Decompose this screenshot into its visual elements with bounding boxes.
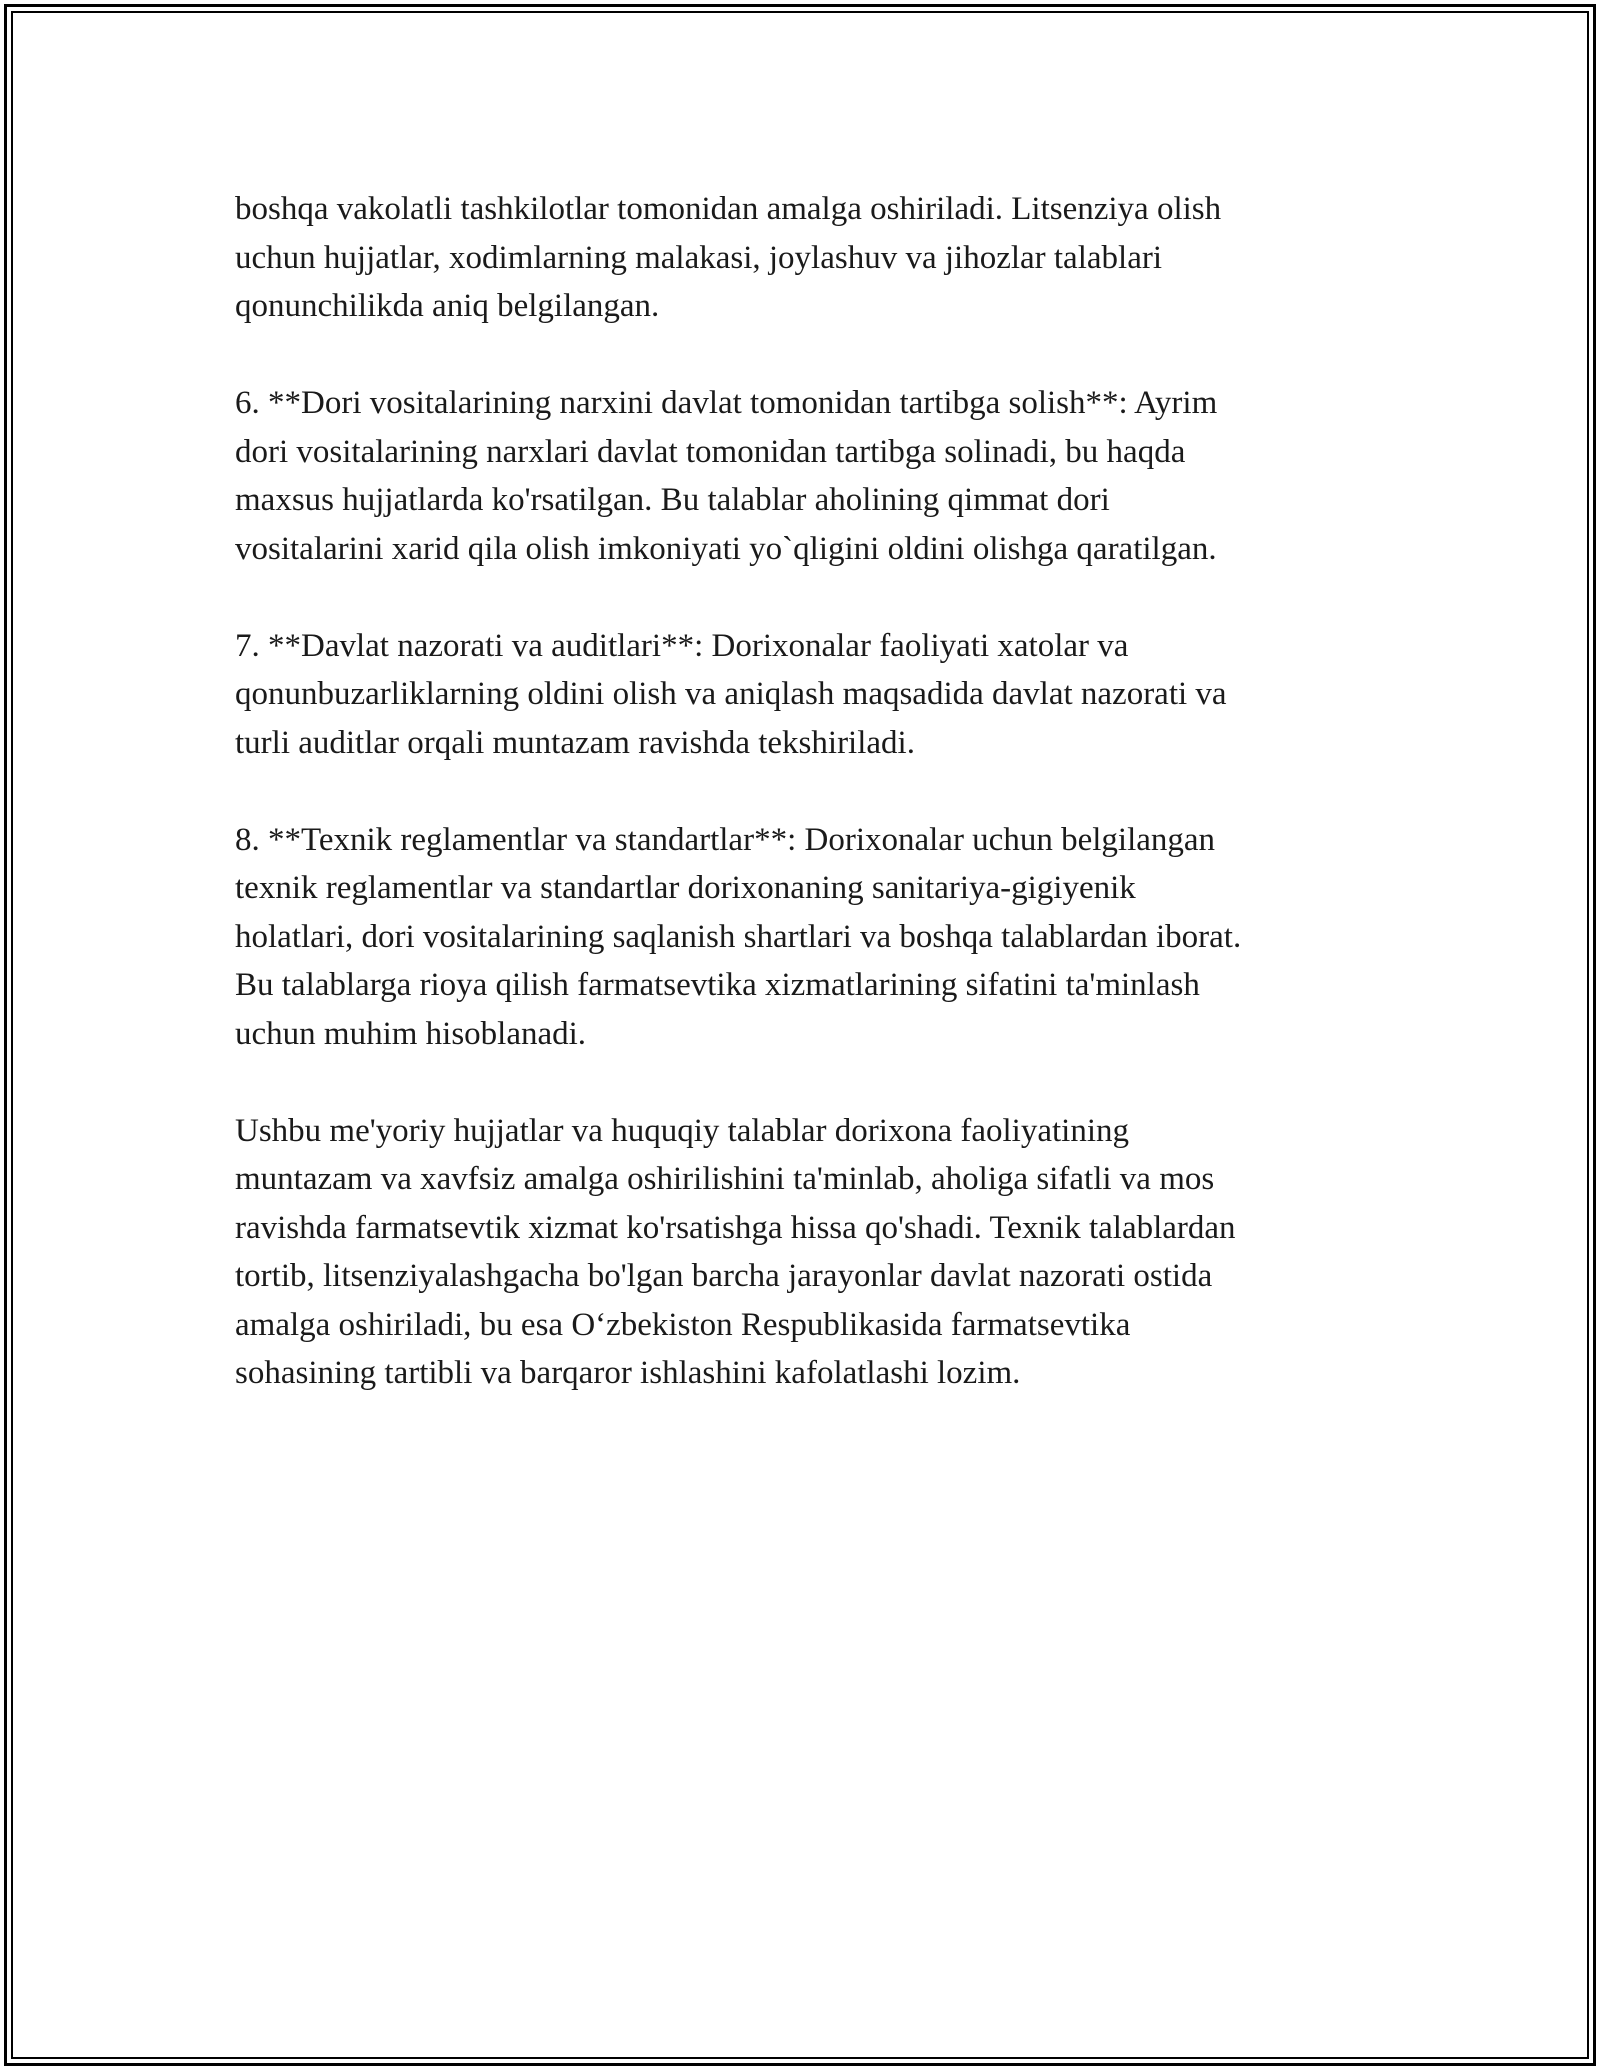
paragraph-item-7-state-control: 7. **Davlat nazorati va auditlari**: Dorixonalar faoliyati xatolar va qonunbuzarliklarning oldini olish va aniqlash maqsadida davlat nazorati va turli auditlar orqali muntazam ravishda tekshiriladi. [235, 627, 1227, 761]
paragraph-conclusion: Ushbu me'yoriy hujjatlar va huquqiy talablar dorixona faoliyatining muntazam va xavfsiz amalga oshirilishini ta'minlab, aholiga sifatli va mos ravishda farmatsevtik xizmat ko'rsatishga hissa qo'shadi. Texnik talablardan tortib, litsenziyalashgacha bo'lgan barcha jarayonlar davlat nazorati ostida amalga oshiriladi, bu esa O‘zbekiston Respublikasida farmatsevtika sohasining tartibli va barqaror ishlashini kafolatlashi lozim. [235, 1112, 1236, 1391]
paragraph-item-8-technical-regulations: 8. **Texnik reglamentlar va standartlar**: Dorixonalar uchun belgilangan texnik reglamentlar va standartlar dorixonaning sanitariya-gigiyenik holatlari, dori vositalarining saqlanish shartlari va boshqa talablardan iborat. Bu talablarga rioya qilish farmatsevtika xizmatlarining sifatini ta'minlash uchun muhim hisoblanadi. [235, 821, 1242, 1052]
paragraph-licensing-continuation: boshqa vakolatli tashkilotlar tomonidan amalga oshiriladi. Litsenziya olish uchun hujjatlar, xodimlarning malakasi, joylashuv va jihozlar talablari qonunchilikda aniq belgilangan. [235, 191, 1222, 324]
document-body [235, 185, 1365, 1446]
paragraph-item-6-price-regulation: 6. **Dori vositalarining narxini davlat tomonidan tartibga solish**: Ayrim dori vositalarining narxlari davlat tomonidan tartibga solinadi, bu haqda maxsus hujjatlarda ko'rsatilgan. Bu talablar aholining qimmat dori vositalarini xarid qila olish imkoniyati yo`qligini oldini olishga qaratilgan. [235, 385, 1218, 567]
